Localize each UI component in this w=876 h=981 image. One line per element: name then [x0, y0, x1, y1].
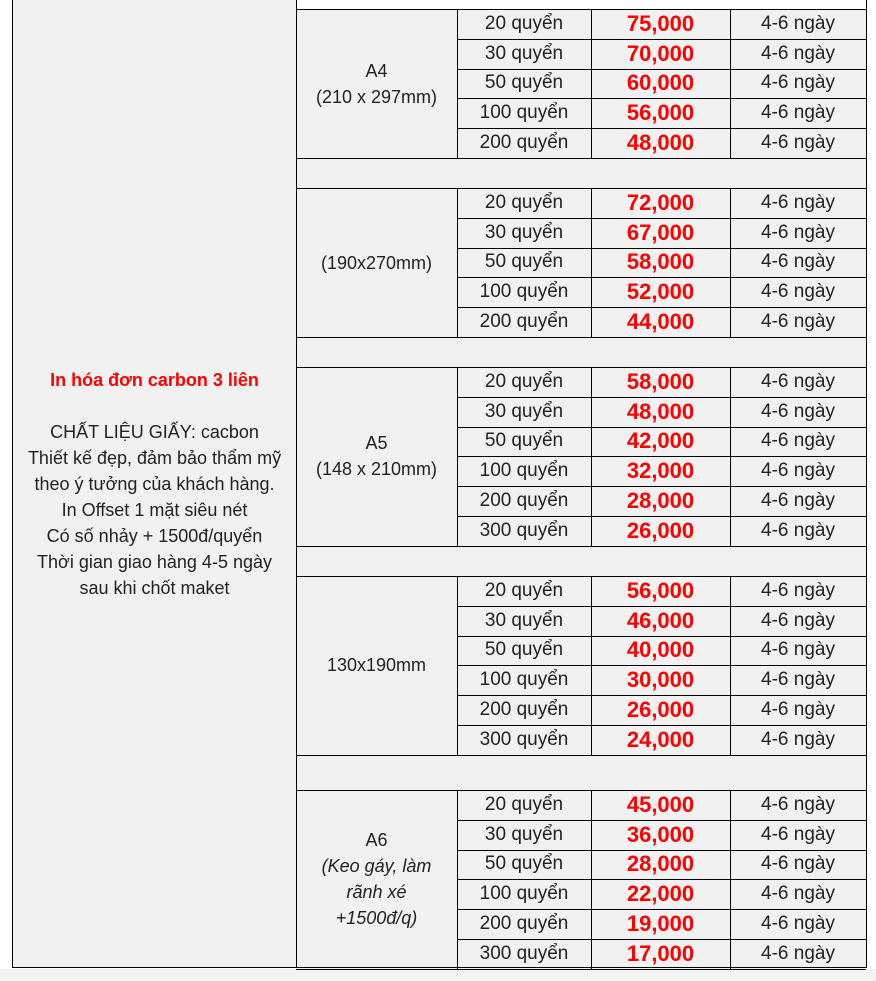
quantity-cell: 50 quyển [457, 69, 591, 99]
quantity-cell: 20 quyển [457, 367, 591, 397]
delivery-time-cell: 4-6 ngày [730, 98, 866, 128]
grid-line [457, 9, 458, 158]
size-cell [296, 576, 457, 755]
price-cell: 22,000 [591, 879, 730, 909]
quantity-cell: 30 quyển [457, 820, 591, 850]
quantity-cell: 200 quyển [457, 486, 591, 516]
grid-line [457, 516, 866, 517]
grid-line [866, 0, 867, 968]
product-title: In hóa đơn carbon 3 liên [50, 369, 259, 390]
quantity-cell: 30 quyển [457, 397, 591, 427]
delivery-time-cell: 4-6 ngày [730, 576, 866, 606]
design-line-2: theo ý tưởng của khách hàng. [34, 473, 275, 494]
size-note: (Keo gáy, làm rãnh xé +1500đ/q) [321, 856, 432, 929]
price-cell: 36,000 [591, 820, 730, 850]
grid-line [457, 486, 866, 487]
quantity-cell: 100 quyển [457, 665, 591, 695]
delivery-time-cell: 4-6 ngày [730, 69, 866, 99]
quantity-cell: 300 quyển [457, 725, 591, 755]
grid-line [457, 850, 866, 851]
delivery-time-cell: 4-6 ngày [730, 516, 866, 546]
grid-line [457, 909, 866, 910]
price-cell: 48,000 [591, 128, 730, 158]
print-method-line: In Offset 1 mặt siêu nét [61, 499, 248, 520]
quantity-cell: 50 quyển [457, 427, 591, 457]
quantity-cell: 200 quyển [457, 695, 591, 725]
delivery-time-cell: 4-6 ngày [730, 128, 866, 158]
price-cell: 28,000 [591, 850, 730, 880]
quantity-cell: 300 quyển [457, 516, 591, 546]
delivery-time-cell: 4-6 ngày [730, 636, 866, 666]
grid-line [457, 879, 866, 880]
quantity-cell: 20 quyển [457, 576, 591, 606]
material-line: CHẤT LIỆU GIẤY: cacbon [50, 421, 259, 442]
grid-line [296, 576, 866, 577]
price-cell: 26,000 [591, 695, 730, 725]
size-dimensions: (210 x 297mm) [315, 86, 438, 107]
delivery-time-cell: 4-6 ngày [730, 939, 866, 969]
grid-line [457, 665, 866, 666]
quantity-cell: 30 quyển [457, 606, 591, 636]
grid-line [12, 967, 867, 968]
separator-row [296, 755, 866, 790]
delivery-time-cell: 4-6 ngày [730, 850, 866, 880]
delivery-time-cell: 4-6 ngày [730, 367, 866, 397]
grid-line [296, 188, 866, 189]
grid-line [457, 427, 866, 428]
separator-row [296, 546, 866, 576]
size-dimensions: (190x270mm) [320, 252, 433, 273]
grid-line [457, 397, 866, 398]
quantity-cell: 20 quyển [457, 9, 591, 39]
bottom-strip [0, 969, 876, 981]
price-cell: 70,000 [591, 39, 730, 69]
quantity-cell: 300 quyển [457, 939, 591, 969]
delivery-time-cell: 4-6 ngày [730, 397, 866, 427]
price-cell: 24,000 [591, 725, 730, 755]
numbering-line: Có số nhảy + 1500đ/quyển [46, 525, 263, 546]
delivery-time-cell: 4-6 ngày [730, 248, 866, 278]
grid-line [296, 367, 866, 368]
grid-line [457, 725, 866, 726]
delivery-time-cell: 4-6 ngày [730, 665, 866, 695]
grid-line [457, 695, 866, 696]
grid-line [730, 9, 731, 158]
price-cell: 58,000 [591, 248, 730, 278]
size-name: A6 [365, 830, 388, 851]
price-cell: 58,000 [591, 367, 730, 397]
grid-line [457, 277, 866, 278]
grid-line [457, 307, 866, 308]
delivery-line-2: sau khi chốt maket [79, 577, 230, 598]
grid-line [457, 606, 866, 607]
delivery-time-cell: 4-6 ngày [730, 695, 866, 725]
delivery-time-cell: 4-6 ngày [730, 725, 866, 755]
grid-line [591, 188, 592, 337]
price-cell: 46,000 [591, 606, 730, 636]
quantity-cell: 50 quyển [457, 636, 591, 666]
grid-line [457, 98, 866, 99]
quantity-cell: 20 quyển [457, 188, 591, 218]
delivery-line: Thời gian giao hàng 4-5 ngày [37, 551, 272, 572]
price-cell: 75,000 [591, 9, 730, 39]
price-cell: 45,000 [591, 790, 730, 820]
grid-line [296, 158, 866, 159]
grid-line [457, 128, 866, 129]
price-cell: 44,000 [591, 307, 730, 337]
price-cell: 40,000 [591, 636, 730, 666]
size-name: A4 [365, 60, 388, 81]
separator-row [296, 337, 866, 367]
price-cell: 56,000 [591, 98, 730, 128]
price-cell: 32,000 [591, 456, 730, 486]
design-line: Thiết kế đẹp, đảm bảo thẩm mỹ [27, 447, 282, 468]
grid-line [296, 337, 866, 338]
grid-line [457, 636, 866, 637]
grid-line [457, 39, 866, 40]
price-cell: 52,000 [591, 277, 730, 307]
price-cell: 56,000 [591, 576, 730, 606]
grid-line [730, 188, 731, 337]
grid-line [296, 969, 866, 970]
product-description-cell [13, 0, 296, 967]
price-cell: 42,000 [591, 427, 730, 457]
delivery-time-cell: 4-6 ngày [730, 427, 866, 457]
grid-line [296, 0, 297, 968]
grid-line [457, 248, 866, 249]
price-cell: 30,000 [591, 665, 730, 695]
delivery-time-cell: 4-6 ngày [730, 790, 866, 820]
size-cell [296, 9, 457, 158]
quantity-cell: 200 quyển [457, 909, 591, 939]
size-cell [296, 188, 457, 337]
quantity-cell: 50 quyển [457, 248, 591, 278]
grid-line [457, 188, 458, 337]
delivery-time-cell: 4-6 ngày [730, 307, 866, 337]
size-dimensions: (148 x 210mm) [315, 459, 438, 480]
grid-line [457, 939, 866, 940]
delivery-time-cell: 4-6 ngày [730, 277, 866, 307]
price-cell: 19,000 [591, 909, 730, 939]
delivery-time-cell: 4-6 ngày [730, 39, 866, 69]
delivery-time-cell: 4-6 ngày [730, 879, 866, 909]
price-cell: 48,000 [591, 397, 730, 427]
size-cell [296, 367, 457, 546]
grid-line [296, 9, 866, 10]
quantity-cell: 50 quyển [457, 850, 591, 880]
price-cell: 17,000 [591, 939, 730, 969]
delivery-time-cell: 4-6 ngày [730, 606, 866, 636]
size-dimensions: 130x190mm [326, 655, 427, 676]
grid-line [457, 820, 866, 821]
quantity-cell: 30 quyển [457, 39, 591, 69]
quantity-cell: 30 quyển [457, 218, 591, 248]
quantity-cell: 200 quyển [457, 128, 591, 158]
grid-line [296, 546, 866, 547]
grid-line [457, 218, 866, 219]
delivery-time-cell: 4-6 ngày [730, 218, 866, 248]
quantity-cell: 100 quyển [457, 879, 591, 909]
delivery-time-cell: 4-6 ngày [730, 820, 866, 850]
grid-line [296, 790, 866, 791]
price-cell: 67,000 [591, 218, 730, 248]
quantity-cell: 100 quyển [457, 456, 591, 486]
delivery-time-cell: 4-6 ngày [730, 456, 866, 486]
delivery-time-cell: 4-6 ngày [730, 909, 866, 939]
grid-line [457, 456, 866, 457]
grid-line [296, 755, 866, 756]
grid-line [12, 0, 13, 968]
separator-row [296, 158, 866, 188]
price-cell: 60,000 [591, 69, 730, 99]
quantity-cell: 20 quyển [457, 790, 591, 820]
grid-line [457, 69, 866, 70]
quantity-cell: 200 quyển [457, 307, 591, 337]
price-cell: 26,000 [591, 516, 730, 546]
quantity-cell: 100 quyển [457, 277, 591, 307]
delivery-time-cell: 4-6 ngày [730, 9, 866, 39]
size-name: A5 [365, 433, 388, 454]
price-cell: 28,000 [591, 486, 730, 516]
size-cell [296, 790, 457, 969]
delivery-time-cell: 4-6 ngày [730, 188, 866, 218]
delivery-time-cell: 4-6 ngày [730, 486, 866, 516]
quantity-cell: 100 quyển [457, 98, 591, 128]
price-cell: 72,000 [591, 188, 730, 218]
grid-line [591, 9, 592, 158]
